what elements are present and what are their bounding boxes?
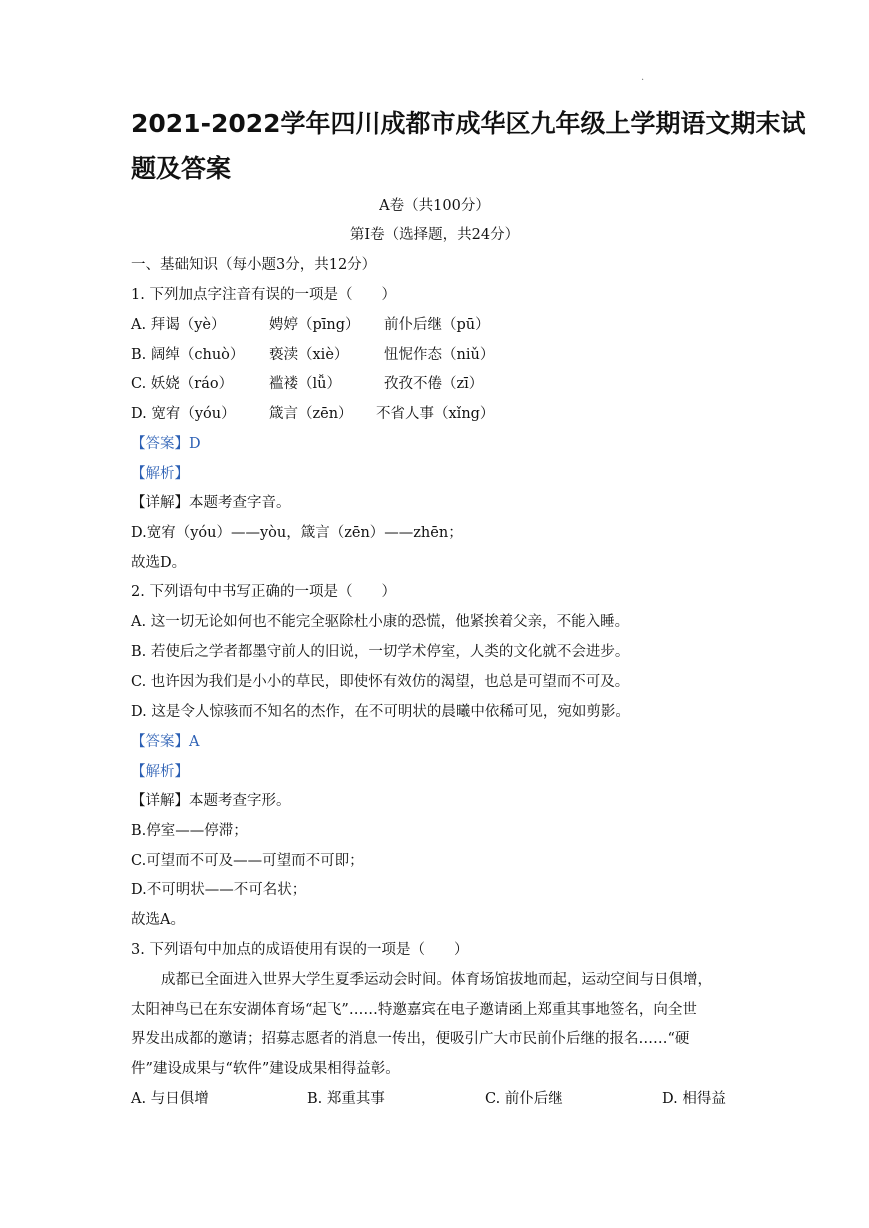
q2-explanation-d: D.不可明状——不可名状； bbox=[131, 882, 307, 898]
q1-option-d-col2: 箴言（zēn） bbox=[269, 406, 353, 422]
q2-conclusion: 故选A。 bbox=[131, 912, 185, 928]
q3-stem: 3. 下列语句中加点的成语使用有误的一项是（ ） bbox=[131, 942, 469, 958]
q1-answer: 【答案】D bbox=[131, 436, 201, 452]
q3-passage-line-3: 界发出成都的邀请；招募志愿者的消息一传出，便吸引广大市民前仆后继的报名……“硬 bbox=[131, 1031, 690, 1047]
q1-conclusion: 故选D。 bbox=[131, 555, 187, 571]
q3-passage-line-1: 成都已全面进入世界大学生夏季运动会时间。体育场馆拔地而起，运动空间与日俱增， bbox=[161, 972, 712, 988]
q1-option-a-col1: A. 拜谒（yè） bbox=[131, 317, 226, 333]
q1-option-d-col1: D. 宽宥（yóu） bbox=[131, 406, 236, 422]
q1-option-a-col3: 前仆后继（pū） bbox=[384, 317, 490, 333]
q1-option-b-col3: 忸怩作态（niǔ） bbox=[384, 347, 495, 363]
q2-stem: 2. 下列语句中书写正确的一项是（ ） bbox=[131, 584, 396, 600]
volume-1-heading: 第Ⅰ卷（选择题，共24分） bbox=[349, 227, 520, 243]
document-title-line-2: 题及答案 bbox=[131, 154, 232, 183]
page-dot: . bbox=[641, 72, 645, 83]
q2-option-a: A. 这一切无论如何也不能完全驱除杜小康的恐慌，他紧挨着父亲，不能入睡。 bbox=[131, 614, 630, 630]
q2-explanation-b: B.停室——停滞； bbox=[131, 823, 248, 839]
part-one-heading: 一、基础知识（每小题3分，共12分） bbox=[131, 257, 377, 273]
q3-option-c: C. 前仆后继 bbox=[485, 1091, 563, 1107]
q1-option-c-col2: 褴褛（lǚ） bbox=[269, 376, 341, 392]
q1-option-b-col2: 亵渎（xiè） bbox=[269, 347, 349, 363]
q1-option-b-col1: B. 阔绰（chuò） bbox=[131, 347, 245, 363]
q2-explanation-c: C.可望而不可及——可望而不可即； bbox=[131, 853, 364, 869]
q1-explanation: D.宽宥（yóu）——yòu，箴言（zēn）——zhēn； bbox=[131, 525, 463, 541]
volume-a-heading: A卷（共100分） bbox=[379, 198, 490, 214]
q3-passage-line-4: 件”建设成果与“软件”建设成果相得益彰。 bbox=[131, 1061, 400, 1077]
q2-answer: 【答案】A bbox=[131, 734, 200, 750]
q3-option-a: A. 与日俱增 bbox=[131, 1091, 209, 1107]
q1-option-c-col1: C. 妖娆（ráo） bbox=[131, 376, 234, 392]
q3-passage-line-2: 太阳神鸟已在东安湖体育场“起飞”……特邀嘉宾在电子邀请函上郑重其事地签名，向全世 bbox=[131, 1002, 697, 1018]
q2-option-c: C. 也许因为我们是小小的草民，即使怀有效仿的渴望，也总是可望而不可及。 bbox=[131, 674, 630, 690]
q3-option-d: D. 相得益 bbox=[662, 1091, 726, 1107]
q2-analysis-label: 【解析】 bbox=[131, 764, 189, 780]
q2-option-d: D. 这是令人惊骇而不知名的杰作，在不可明状的晨曦中依稀可见，宛如剪影。 bbox=[131, 704, 630, 720]
q3-option-b: B. 郑重其事 bbox=[307, 1091, 385, 1107]
q1-option-a-col2: 娉婷（pīng） bbox=[269, 317, 360, 333]
q1-option-d-col3: 不省人事（xǐng） bbox=[376, 406, 495, 422]
q1-option-c-col3: 孜孜不倦（zī） bbox=[384, 376, 484, 392]
document-title-line-1: 2021-2022学年四川成都市成华区九年级上学期语文期末试 bbox=[131, 109, 806, 138]
q2-option-b: B. 若使后之学者都墨守前人的旧说，一切学术停室，人类的文化就不会进步。 bbox=[131, 644, 630, 660]
q1-stem: 1. 下列加点字注音有误的一项是（ ） bbox=[131, 287, 396, 303]
q2-detail: 【详解】本题考查字形。 bbox=[131, 793, 291, 809]
q1-detail: 【详解】本题考查字音。 bbox=[131, 495, 291, 511]
q1-analysis-label: 【解析】 bbox=[131, 466, 189, 482]
